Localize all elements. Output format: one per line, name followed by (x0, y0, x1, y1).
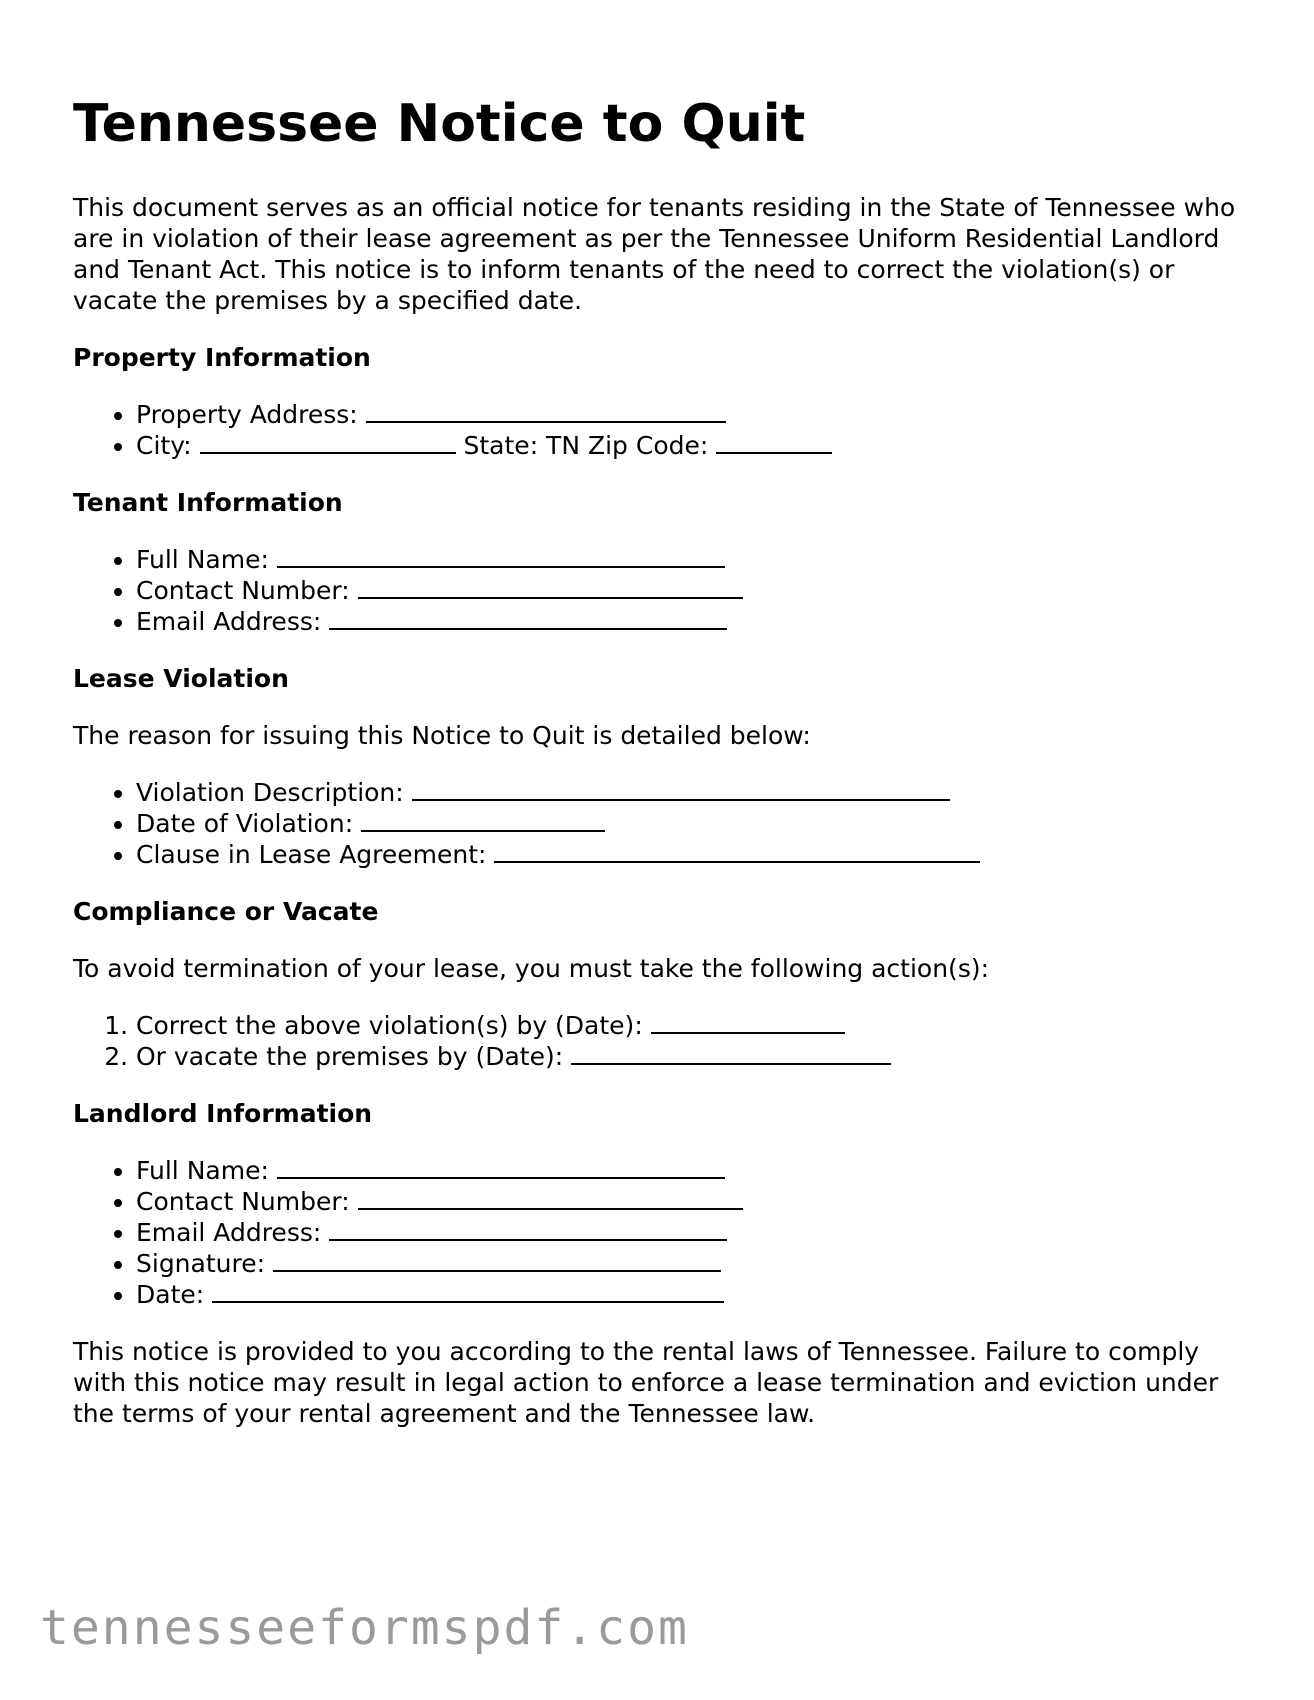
list-item (136, 1279, 1253, 1310)
landlord-list (73, 1155, 1253, 1310)
list-item (136, 808, 1253, 839)
landlord-date-field[interactable] (212, 1279, 724, 1303)
tenant-email-field[interactable] (329, 606, 727, 630)
list-item (136, 839, 1253, 870)
signature-label: Signature: (136, 1249, 266, 1278)
violation-heading: Lease Violation (73, 664, 289, 693)
list-item (136, 399, 1253, 430)
list-item (136, 544, 1253, 575)
landlord-email-label: Email Address: (136, 1218, 322, 1247)
document-page (73, 88, 1253, 1455)
tenant-email-label: Email Address: (136, 607, 322, 636)
page-title: Tennessee Notice to Quit (73, 94, 806, 154)
tenant-heading: Tenant Information (73, 488, 343, 517)
tenant-contact-label: Contact Number: (136, 576, 350, 605)
landlord-email-field[interactable] (329, 1217, 727, 1241)
list-item (136, 1217, 1253, 1248)
list-item (136, 575, 1253, 606)
lease-clause-label: Clause in Lease Agreement: (136, 840, 487, 869)
violation-date-field[interactable] (361, 808, 605, 832)
landlord-name-field[interactable] (277, 1155, 725, 1179)
violation-date-label: Date of Violation: (136, 809, 354, 838)
lease-clause-field[interactable] (494, 839, 980, 863)
landlord-heading: Landlord Information (73, 1099, 373, 1128)
list-item (136, 1010, 1253, 1041)
property-address-field[interactable] (366, 399, 726, 423)
watermark-text: tennesseeformspdf.com (40, 1600, 689, 1656)
landlord-contact-field[interactable] (358, 1186, 743, 1210)
correct-by-label: Correct the above violation(s) by (Date): (136, 1011, 643, 1040)
state-zip-label: State: TN Zip Code: (463, 431, 709, 460)
tenant-name-field[interactable] (277, 544, 725, 568)
correct-by-date-field[interactable] (651, 1010, 845, 1034)
tenant-list (73, 544, 1253, 637)
list-item (136, 1186, 1253, 1217)
closing-paragraph: This notice is provided to you according to the rental laws of Tennessee. Failure to comply with this notice may result in legal action to enforce a lease termination and eviction under the terms of your rental agreement and the Tennessee law. (73, 1337, 1219, 1428)
list-item (136, 1155, 1253, 1186)
violation-description-label: Violation Description: (136, 778, 404, 807)
compliance-list (73, 1010, 1253, 1072)
signature-field[interactable] (273, 1248, 721, 1272)
tenant-name-label: Full Name: (136, 545, 269, 574)
property-heading: Property Information (73, 343, 371, 372)
compliance-heading: Compliance or Vacate (73, 897, 379, 926)
vacate-by-label: Or vacate the premises by (Date): (136, 1042, 564, 1071)
violation-lead: The reason for issuing this Notice to Quit is detailed below: (73, 721, 811, 750)
zip-code-field[interactable] (716, 430, 832, 454)
violation-list (73, 777, 1253, 870)
violation-description-field[interactable] (412, 777, 950, 801)
list-item (136, 1248, 1253, 1279)
compliance-lead: To avoid termination of your lease, you must take the following action(s): (73, 954, 990, 983)
list-item (136, 430, 1253, 461)
property-address-label: Property Address: (136, 400, 358, 429)
list-item (136, 1041, 1253, 1072)
tenant-contact-field[interactable] (358, 575, 743, 599)
intro-paragraph: This document serves as an official notice for tenants residing in the State of Tennessee who are in violation of their lease agreement as per the Tennessee Uniform Residential Landlord and Tenant Act. This notice is to inform tenants of the need to correct the violation(s) or vacate the premises by a specified date. (73, 193, 1236, 315)
landlord-contact-label: Contact Number: (136, 1187, 350, 1216)
list-item (136, 777, 1253, 808)
vacate-by-date-field[interactable] (571, 1041, 891, 1065)
city-label: City: (136, 431, 192, 460)
property-list (73, 399, 1253, 461)
landlord-date-label: Date: (136, 1280, 205, 1309)
city-field[interactable] (200, 430, 456, 454)
list-item (136, 606, 1253, 637)
landlord-name-label: Full Name: (136, 1156, 269, 1185)
